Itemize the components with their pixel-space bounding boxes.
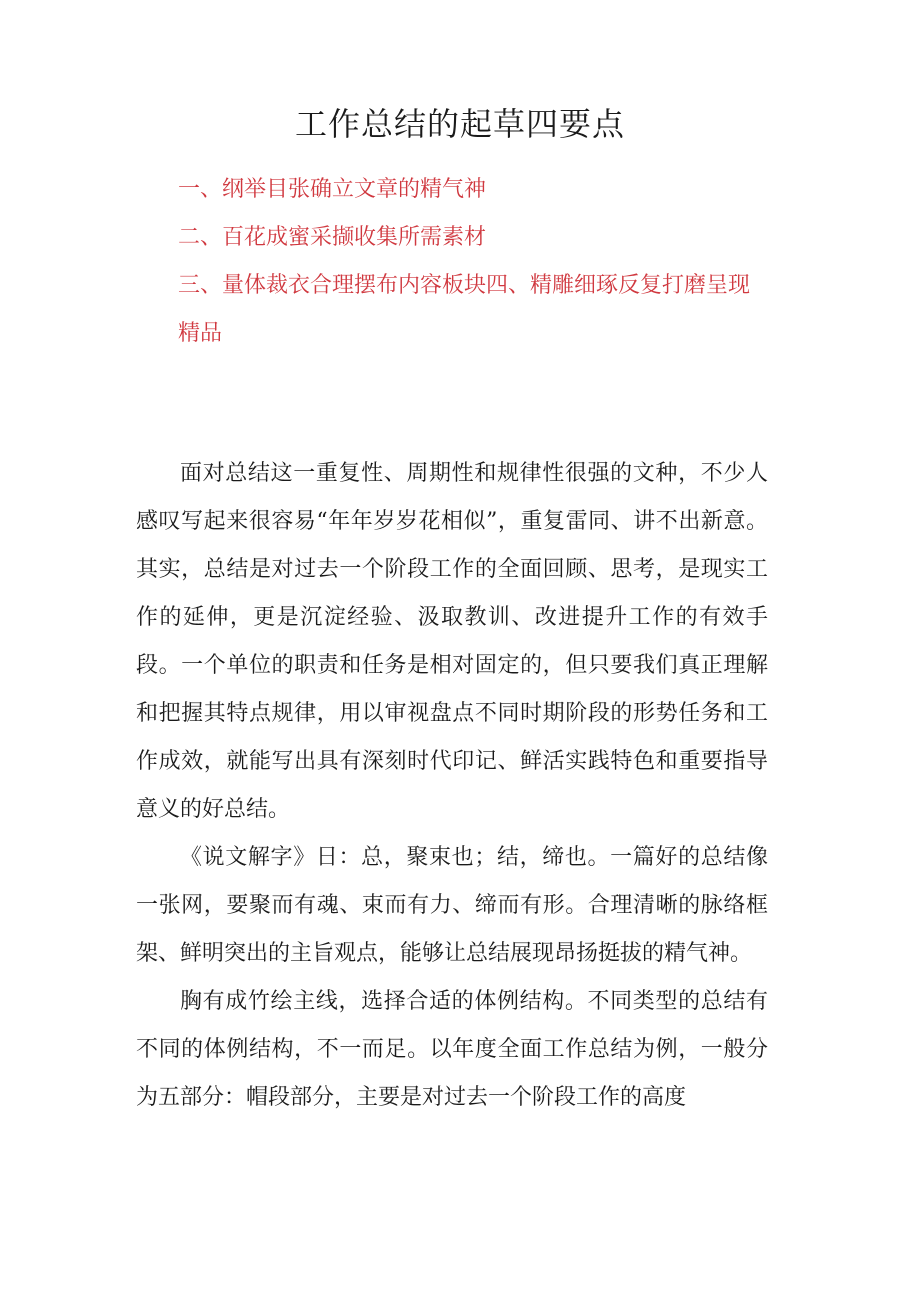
- paragraph-1: 面对总结这一重复性、周期性和规律性很强的文种，不少人感叹写起来很容易“年年岁岁花相似”，重复雷同、讲不出新意。其实，总结是对过去一个阶段工作的全面回顾、思考，是现实工作的延伸，更是沉淀经验、汲取教训、改进提升工作的有效手段。一个单位的职责和任务是相对固定的，但只要我们真正理解和把握其特点规律，用以审视盘点不同时期阶段的形势任务和工作成效，就能写出具有深刻时代印记、鲜活实践特色和重要指导意义的好总结。: [136, 461, 768, 822]
- paragraph-3: 胸有成竹绘主线，选择合适的体例结构。不同类型的总结有不同的体例结构，不一而足。以年度全面工作总结为例，一般分为五部分：帽段部分，主要是对过去一个阶段工作的高度: [136, 989, 768, 1110]
- outline-item-1: 一、纲举目张确立文章的精气神: [178, 177, 487, 202]
- outline-list: [178, 166, 768, 358]
- outline-item-3: 三、量体裁衣合理摆布内容板块四、精雕细琢反复打磨呈现精品: [178, 273, 751, 346]
- outline-item-2: 二、百花成蜜采撷收集所需素材: [178, 225, 487, 250]
- document-title: 工作总结的起草四要点: [294, 105, 625, 143]
- body-text: [136, 450, 768, 1122]
- paragraph-2: 《说文解字》日：总，聚束也；结，缔也。一篇好的总结像一张网，要聚而有魂、束而有力、缔而有形。合理清晰的脉络框架、鲜明突出的主旨观点，能够让总结展现昂扬挺拔的精气神。: [136, 845, 768, 966]
